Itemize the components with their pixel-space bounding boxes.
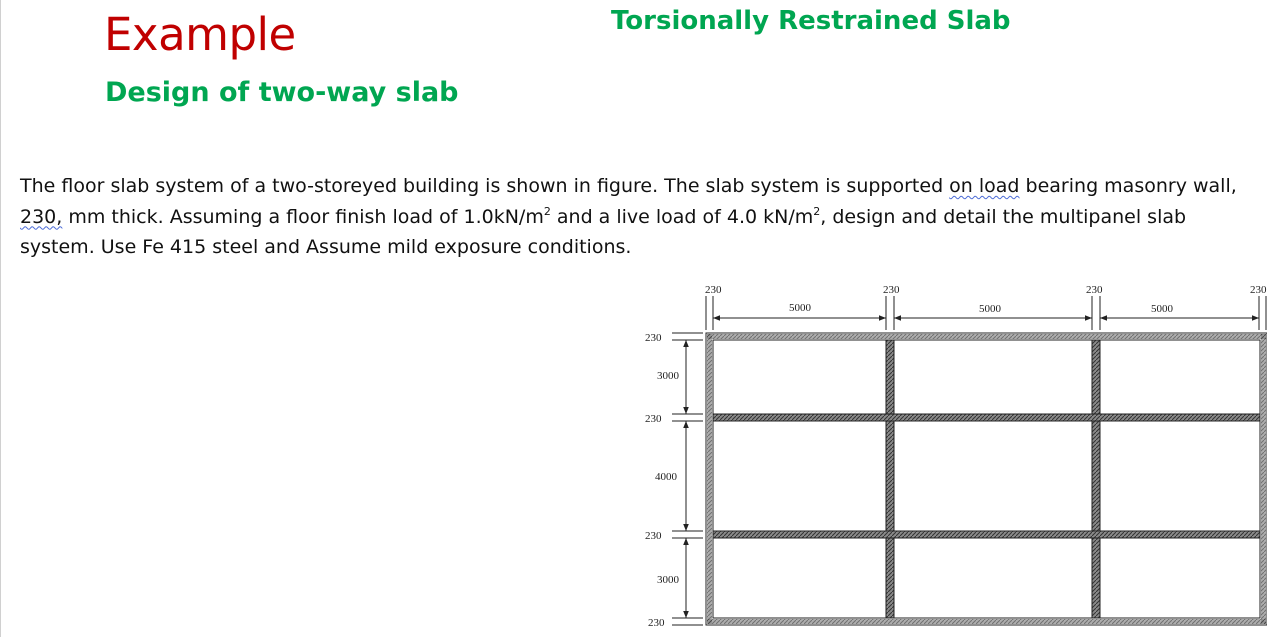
problem-text-flagged: on load [949, 175, 1020, 197]
problem-text: bearing masonry wall, [1019, 175, 1237, 197]
dim-top-wall: 230 [883, 284, 900, 296]
dim-top-wall: 230 [705, 284, 722, 296]
problem-text-flagged: 230, [20, 205, 63, 228]
problem-text: mm thick. Assuming a floor finish load of 1.0kN/m [62, 205, 544, 228]
problem-text: , design and detail the multipanel slab system. Use Fe 415 steel and Assume mild exposure conditions. [20, 205, 1187, 258]
dim-top-wall: 230 [1086, 284, 1103, 296]
slide-title: Example [104, 8, 296, 61]
dim-left-span: 3000 [657, 574, 679, 586]
problem-text: The floor slab system of a two-storeyed building is shown in figure. The slab system is supported [20, 175, 950, 197]
slide-subtitle: Design of two-way slab [105, 77, 459, 108]
top-dimensions [705, 284, 1267, 330]
dim-left-span: 3000 [657, 370, 679, 382]
left-dimensions [645, 332, 703, 629]
dim-left-span: 4000 [655, 471, 677, 483]
dim-left-wall: 230 [645, 413, 662, 425]
topic-heading: Torsionally Restrained Slab [611, 6, 1011, 36]
dim-left-wall: 230 [645, 332, 662, 344]
dim-top-wall: 230 [1250, 284, 1267, 296]
superscript: 2 [543, 204, 551, 218]
dim-top-span: 5000 [789, 302, 811, 314]
dim-left-wall: 230 [645, 530, 662, 542]
dim-top-span: 5000 [979, 303, 1001, 315]
dim-top-span: 5000 [1151, 303, 1173, 315]
outer-walls [706, 333, 1267, 625]
dim-left-wall: 230 [648, 617, 665, 629]
problem-text: and a live load of 4.0 kN/m [550, 205, 814, 228]
superscript: 2 [813, 204, 821, 218]
